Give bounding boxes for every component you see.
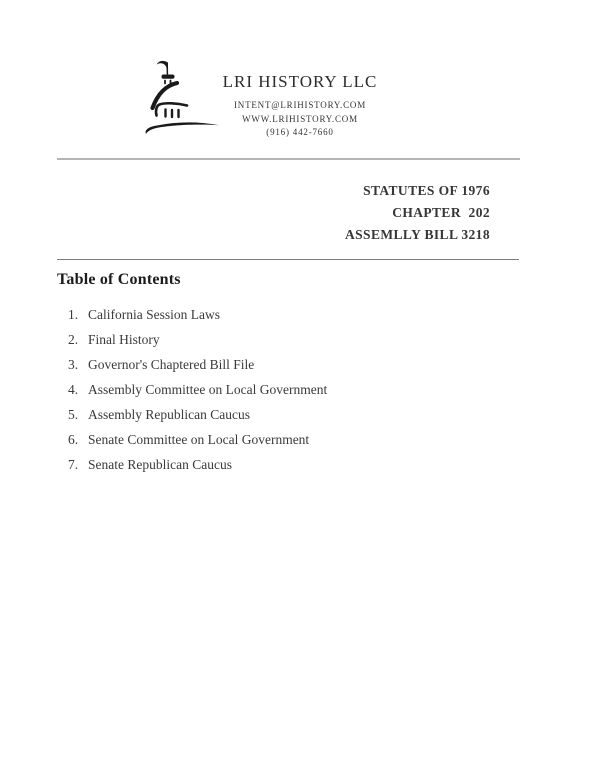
top-divider (57, 158, 520, 160)
statutes-line: STATUTES OF 1976 (363, 183, 490, 198)
toc-item-number: 2. (68, 332, 79, 347)
toc-item-number: 4. (68, 382, 79, 397)
toc-item-number: 7. (68, 457, 79, 472)
toc-item-number: 1. (68, 307, 79, 322)
company-email: INTENT@LRIHISTORY.COM (233, 100, 366, 110)
bottom-divider (57, 259, 519, 260)
toc-item (0, 327, 600, 352)
toc-item-label: Final History (88, 332, 160, 347)
assembly-bill-line: ASSEMLLY BILL 3218 (344, 227, 490, 242)
toc-item-label: California Session Laws (88, 307, 220, 322)
toc-heading: Table of Contents (57, 271, 181, 288)
toc-item-label: Senate Committee on Local Government (88, 432, 310, 447)
company-website: WWW.LRIHISTORY.COM (242, 113, 358, 124)
toc-item (0, 427, 600, 452)
letterhead (0, 70, 600, 140)
toc-item-number: 6. (68, 432, 79, 447)
toc-item (0, 302, 600, 327)
toc-item (0, 352, 600, 377)
company-phone: (916) 442-7660 (266, 127, 334, 137)
toc-item-label: Assembly Republican Caucus (88, 407, 250, 422)
chapter-line: CHAPTER 202 (392, 205, 490, 220)
toc-item-label: Governor's Chaptered Bill File (88, 357, 255, 372)
toc-item (0, 452, 600, 477)
toc-item-number: 3. (68, 357, 79, 372)
toc-item (0, 377, 600, 402)
company-name: LRI HISTORY LLC (222, 72, 378, 91)
toc-item-label: Senate Republican Caucus (88, 457, 232, 472)
toc-list (0, 302, 600, 477)
toc-item-label: Assembly Committee on Local Government (88, 382, 328, 397)
toc-item (0, 402, 600, 427)
bill-reference-block (345, 180, 490, 246)
toc-item-number: 5. (68, 407, 79, 422)
